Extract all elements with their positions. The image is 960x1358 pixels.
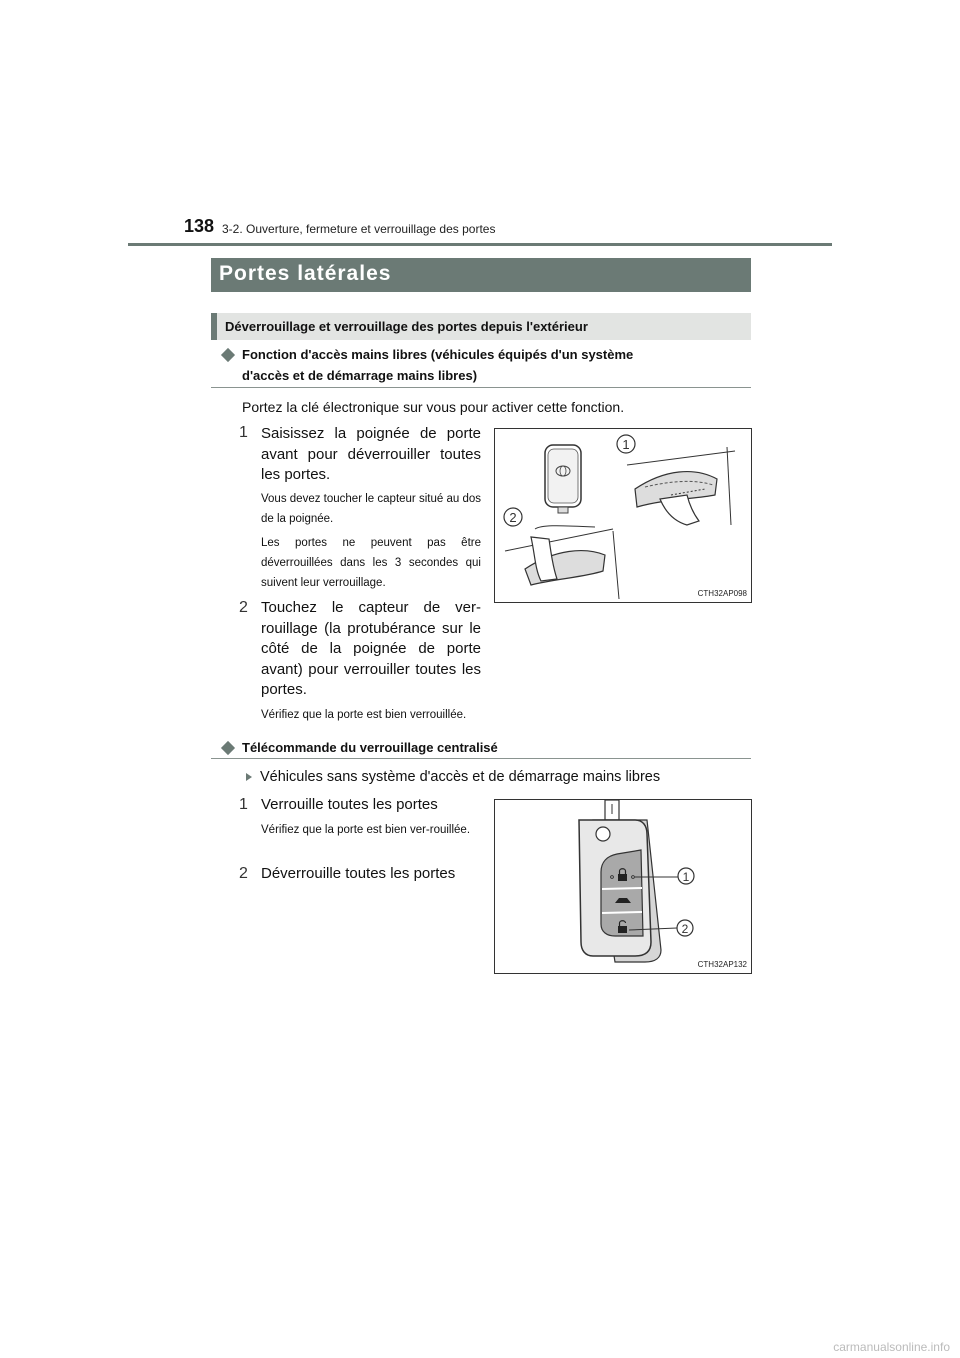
diamond-bullet-icon [221,741,235,755]
step-number: 1 [239,796,248,813]
callout-2: 2 [509,510,517,525]
hands-free-intro: Portez la clé électronique sur vous pour activer cette fonction. [242,399,625,415]
remote-key-illustration [495,800,751,973]
callout-1: 1 [622,437,630,452]
figure-code: CTH32AP098 [697,589,747,598]
step-number: 1 [239,424,248,441]
remote-condition: Véhicules sans système d'accès et de démarrage mains libres [260,769,661,785]
smart-key-illustration [495,429,751,602]
step-number: 2 [239,865,248,882]
figure-smart-key-door-handle [494,428,752,603]
step1-note2: Les portes ne peuvent pas être déverrouillées dans les 3 secondes qui suivent leur verrouillage. [261,537,481,589]
remote-step2-text: Déverrouille toutes les portes [261,865,456,882]
callout-2: 2 [681,922,689,936]
section-title: Portes latérales [219,262,392,285]
section-banner [211,258,751,292]
hands-free-heading-line2: d'accès et de démarrage mains libres) [242,368,478,383]
step1-text: Saisissez la poignée de porte avant pour déverrouiller toutes les portes. [261,425,481,483]
subsection-accent [211,313,217,340]
figure-code: CTH32AP132 [697,960,747,969]
subsection-banner [211,313,751,340]
step2-text: Touchez le capteur de ver-rouillage (la protubérance sur le côté de la poignée de porte avant) pour verrouiller toutes les portes. [261,599,481,698]
remote-heading: Télécommande du verrouillage centralisé [242,740,498,755]
remote-step1-note: Vérifiez que la porte est bien ver-rouillée. [261,824,471,836]
step1-note1: Vous devez toucher le capteur situé au dos de la poignée. [261,493,481,525]
watermark: carmanualsonline.info [833,1340,950,1354]
hands-free-heading-line1: Fonction d'accès mains libres (véhicules équipés d'un système [242,347,634,362]
step-number: 2 [239,599,248,616]
heading-rule [211,758,751,759]
triangle-bullet-icon [246,773,252,781]
diamond-bullet-icon [221,348,235,362]
remote-step1-text: Verrouille toutes les portes [261,796,438,813]
heading-rule [211,387,751,388]
callout-1: 1 [682,870,690,884]
figure-remote-key [494,799,752,974]
page-number: 138 [184,216,215,236]
subsection-title: Déverrouillage et verrouillage des portes depuis l'extérieur [225,319,588,334]
header-rule [128,243,832,246]
chapter-title: 3-2. Ouverture, fermeture et verrouillage des portes [222,222,496,236]
step2-note: Vérifiez que la porte est bien verrouillée. [261,709,467,721]
